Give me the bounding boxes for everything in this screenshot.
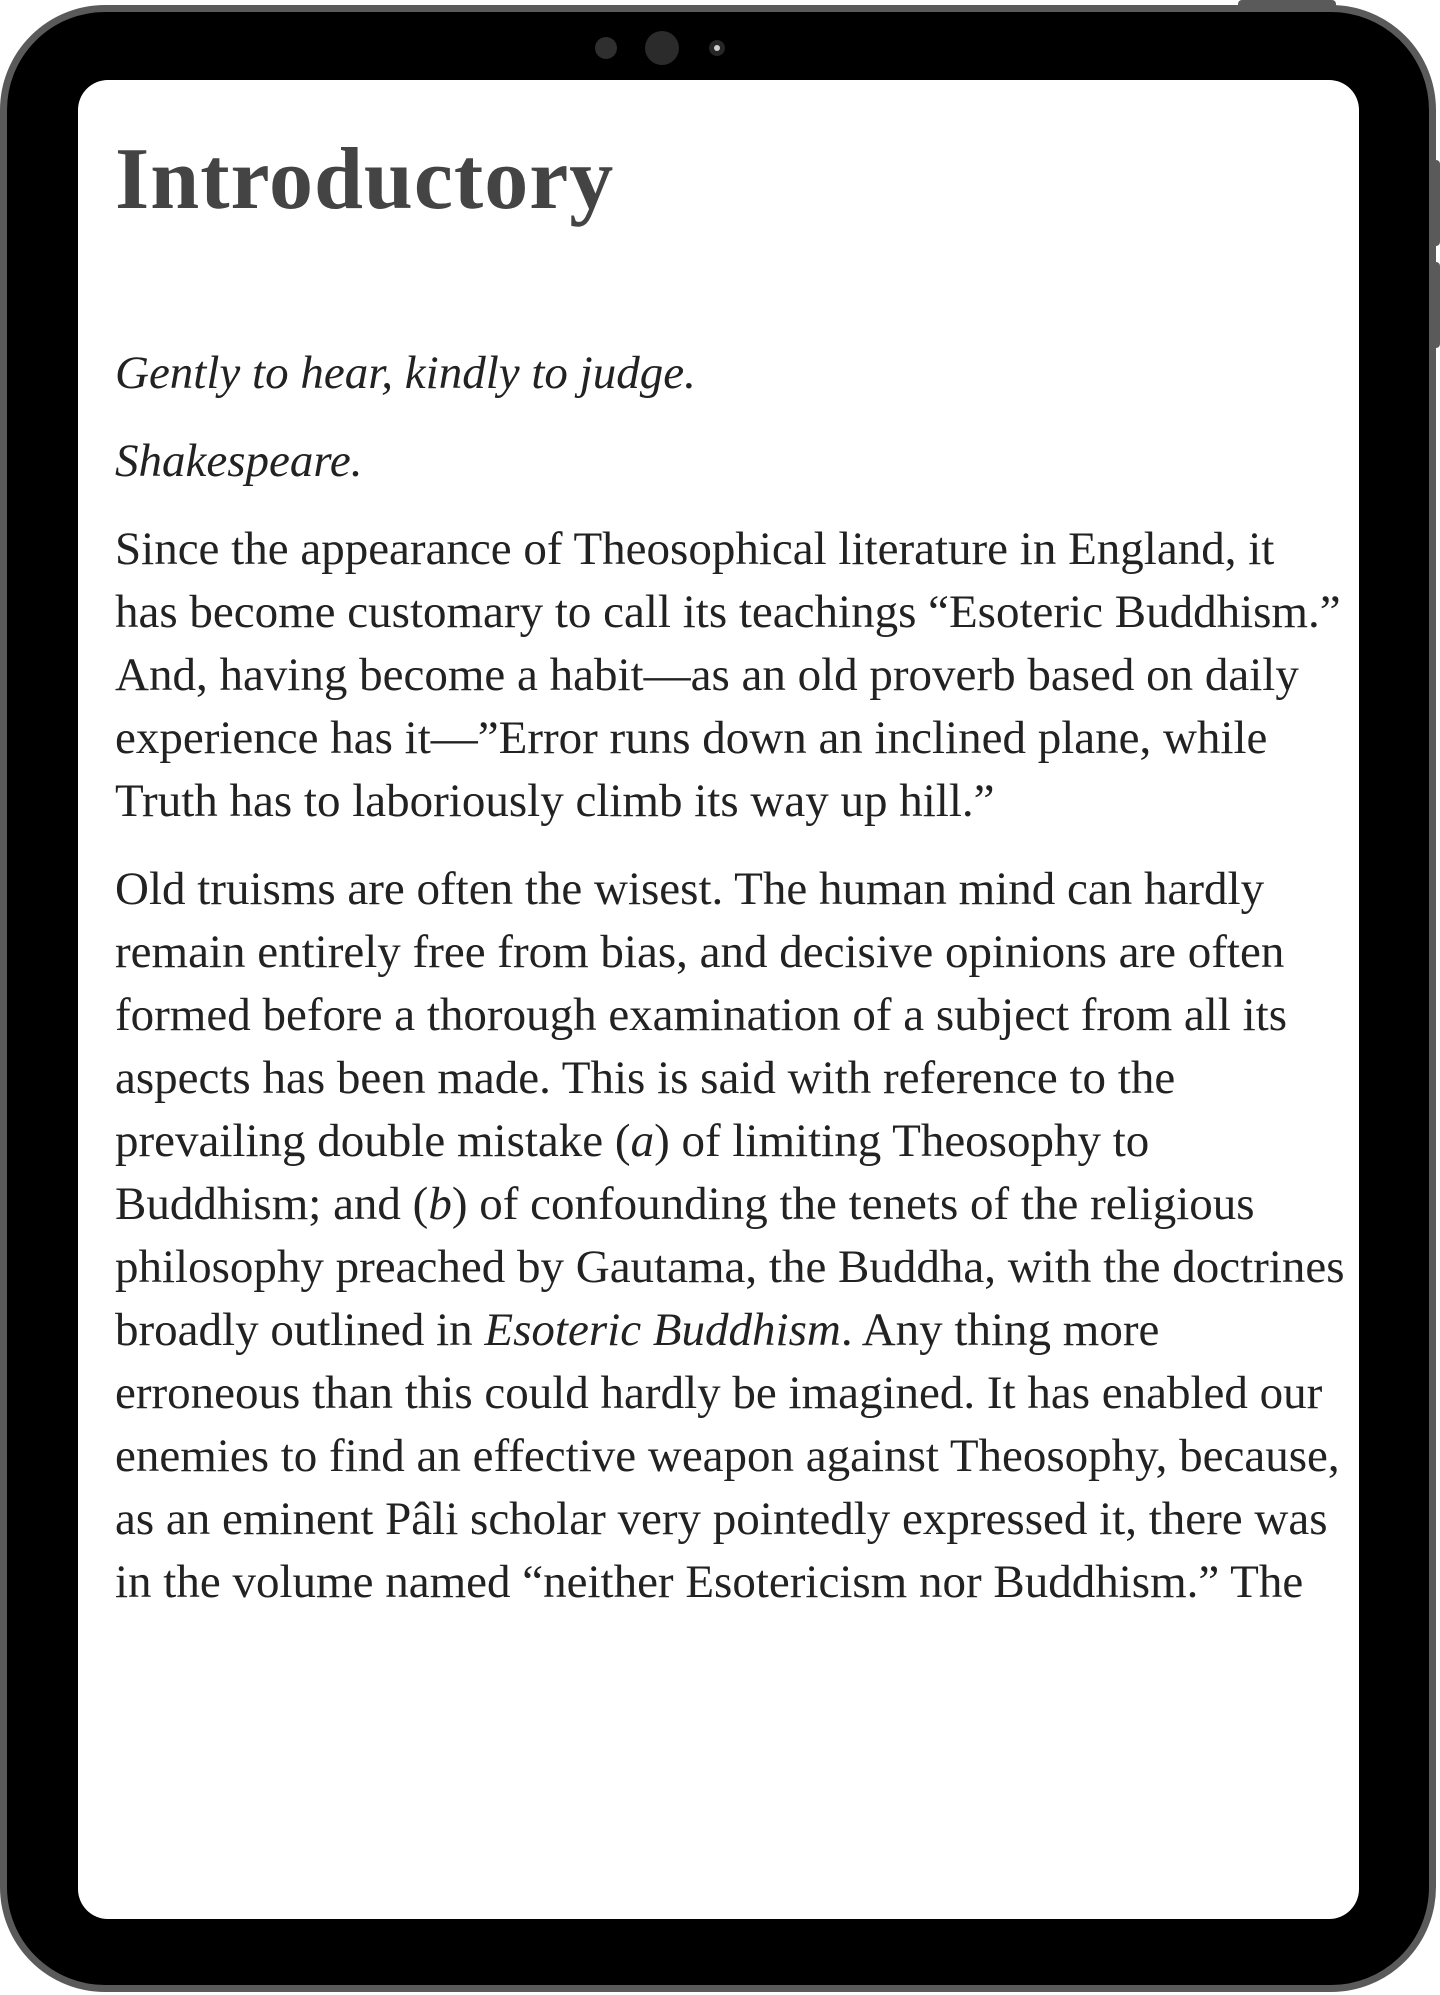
paragraph-2-text: ) of limiting Theosophy to Buddhism; and (	[115, 1115, 1150, 1230]
paragraph-2-text: . Any thing more erroneous than this could hardly be imagined. It has enabled our enemies to find an effective weapon against Theosophy, because, as an eminent Pâli scholar very pointedly expressed it, there was in the volume named “neither Esotericism nor Buddhism.” The	[115, 1304, 1340, 1608]
chapter-content	[78, 80, 1345, 1614]
volume-up-button	[1432, 160, 1440, 246]
book-title: Esoteric Buddhism	[484, 1304, 841, 1356]
paragraph-2-text: ) of confounding the tenets of the religious philosophy preached by Gautama, the Buddha, with the doctrines broadly outlined in	[115, 1178, 1345, 1356]
paragraph-2	[115, 858, 1345, 1614]
proximity-sensor-icon	[709, 40, 725, 56]
enumeration-b: b	[428, 1178, 452, 1230]
epigraph-attribution: Shakespeare.	[115, 435, 363, 487]
volume-down-button	[1432, 262, 1440, 348]
enumeration-a: a	[630, 1115, 655, 1167]
paragraph-2-text: Old truisms are often the wisest. The human mind can hardly remain entirely free from bias, and decisive opinions are often formed before a thorough examination of a subject from all its aspects has been made. This is said with reference to the prevailing double mistake (	[115, 863, 1288, 1167]
front-camera-icon	[645, 31, 679, 65]
light-sensor-icon	[595, 37, 617, 59]
reader-screen[interactable]	[78, 80, 1359, 1919]
paragraph-1: Since the appearance of Theosophical literature in England, it has become customary to call its teachings “Esoteric Buddhism.” And, having become a habit—as an old proverb based on daily experience has it—”Error runs down an inclined plane, while Truth has to laboriously climb its way up hill.”	[115, 523, 1341, 827]
power-button	[1238, 0, 1336, 9]
chapter-title: Introductory	[115, 131, 615, 228]
epigraph-quote: Gently to hear, kindly to judge.	[115, 347, 696, 399]
